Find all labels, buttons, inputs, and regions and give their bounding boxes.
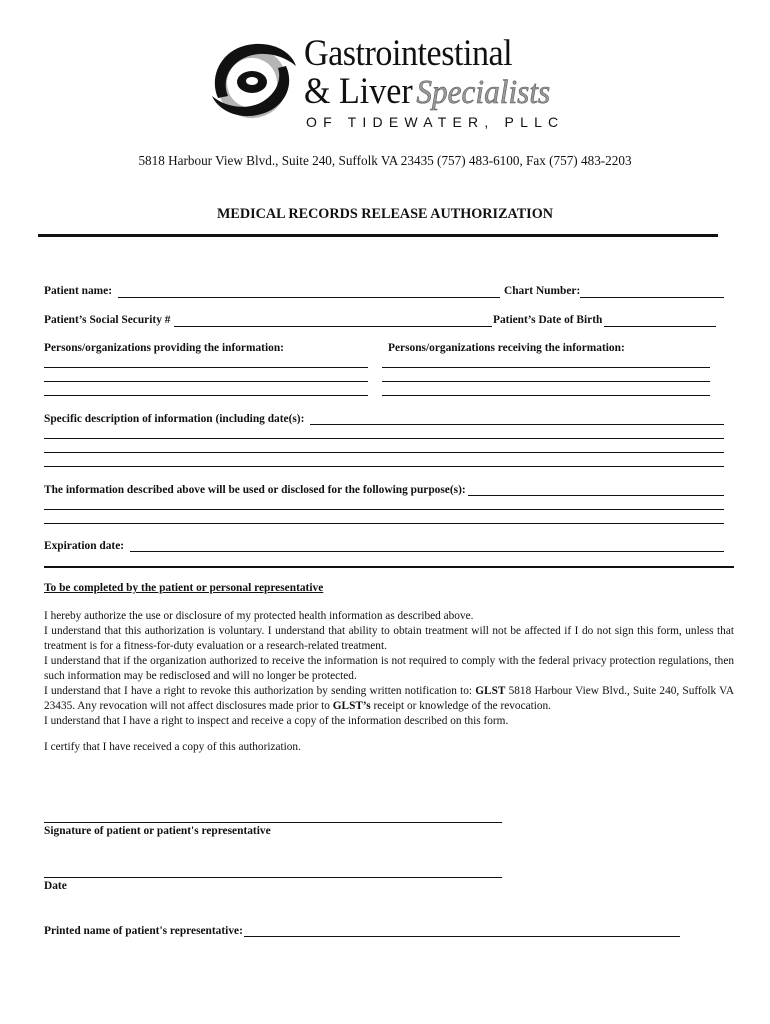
ssn-label: Patient’s Social Security # [44, 314, 171, 326]
providing-line-2[interactable] [44, 381, 368, 382]
form-title: MEDICAL RECORDS RELEASE AUTHORIZATION [217, 206, 553, 222]
dob-field[interactable] [604, 326, 716, 327]
receiving-label: Persons/organizations receiving the information: [388, 342, 625, 354]
purpose-label: The information described above will be used or disclosed for the following purpose(s): [44, 484, 466, 496]
printed-name-label: Printed name of patient's representative: [44, 925, 243, 937]
statement-4-glsts: GLST’s [332, 700, 371, 712]
logo-swirl-icon [200, 36, 300, 122]
title-rule [38, 234, 718, 237]
section-rule [44, 566, 734, 568]
description-label: Specific description of information (including date(s): [44, 413, 305, 425]
date-field[interactable] [44, 877, 502, 878]
statement-4-part-a: I understand that I have a right to revoke this authorization by sending written notification to: [44, 685, 473, 697]
dob-label: Patient’s Date of Birth [493, 314, 603, 326]
providing-line-3[interactable] [44, 395, 368, 396]
section-heading: To be completed by the patient or personal representative [44, 582, 324, 594]
printed-name-field[interactable] [244, 936, 680, 937]
statement-4-part-c: receipt or knowledge of the revocation. [373, 700, 552, 712]
logo-line-2-main: & Liver [304, 71, 413, 112]
logo-line-1: Gastrointestinal [304, 33, 513, 74]
receiving-line-1[interactable] [382, 367, 710, 368]
receiving-line-3[interactable] [382, 395, 710, 396]
description-line-3[interactable] [44, 452, 724, 453]
receiving-line-2[interactable] [382, 381, 710, 382]
signature-label: Signature of patient or patient's representative [44, 825, 271, 837]
purpose-line-3[interactable] [44, 523, 724, 524]
certify-statement: I certify that I have received a copy of this authorization. [44, 741, 301, 753]
statement-1: I hereby authorize the use or disclosure of my protected health information as described above. [44, 610, 474, 622]
signature-field[interactable] [44, 822, 502, 823]
logo-line-2 [304, 72, 550, 113]
providing-line-1[interactable] [44, 367, 368, 368]
patient-name-label: Patient name: [44, 285, 113, 297]
expiration-field[interactable] [130, 551, 724, 552]
purpose-line-1[interactable] [468, 495, 724, 496]
statement-5: I understand that I have a right to inspect and receive a copy of the information described on this form. [44, 715, 509, 727]
providing-label: Persons/organizations providing the information: [44, 342, 284, 354]
statement-3: I understand that if the organization authorized to receive the information is not required to comply with the federal privacy protection regulations, then such information may be redisclosed and will no longer be protected. [44, 655, 734, 682]
practice-address: 5818 Harbour View Blvd., Suite 240, Suffolk VA 23435 (757) 483-6100, Fax (757) 483-2203 [138, 153, 632, 168]
statement-4-part-b: 5818 Harbour View Blvd., Suite 240, Suffolk VA 23435. Any revocation will not affect disclosures made prior to [44, 685, 734, 712]
statement-4 [44, 684, 734, 714]
description-line-2[interactable] [44, 438, 724, 439]
ssn-field[interactable] [174, 326, 492, 327]
logo-line-3: OF TIDEWATER, PLLC [306, 114, 565, 130]
date-label: Date [44, 880, 67, 892]
statement-2: I understand that this authorization is voluntary. I understand that ability to obtain treatment will not be affected if I do not sign this form, unless that treatment is for a fitness-for-duty evaluation or a research-related treatment. [44, 625, 734, 652]
description-line-1[interactable] [310, 424, 724, 425]
logo-line-2-script: Specialists [416, 74, 551, 111]
chart-number-label: Chart Number: [504, 285, 581, 297]
purpose-line-2[interactable] [44, 509, 724, 510]
chart-number-field[interactable] [580, 297, 724, 298]
patient-name-field[interactable] [118, 297, 500, 298]
statement-4-glst: GLST [475, 685, 506, 697]
statements [44, 609, 734, 729]
description-line-4[interactable] [44, 466, 724, 467]
expiration-label: Expiration date: [44, 540, 125, 552]
